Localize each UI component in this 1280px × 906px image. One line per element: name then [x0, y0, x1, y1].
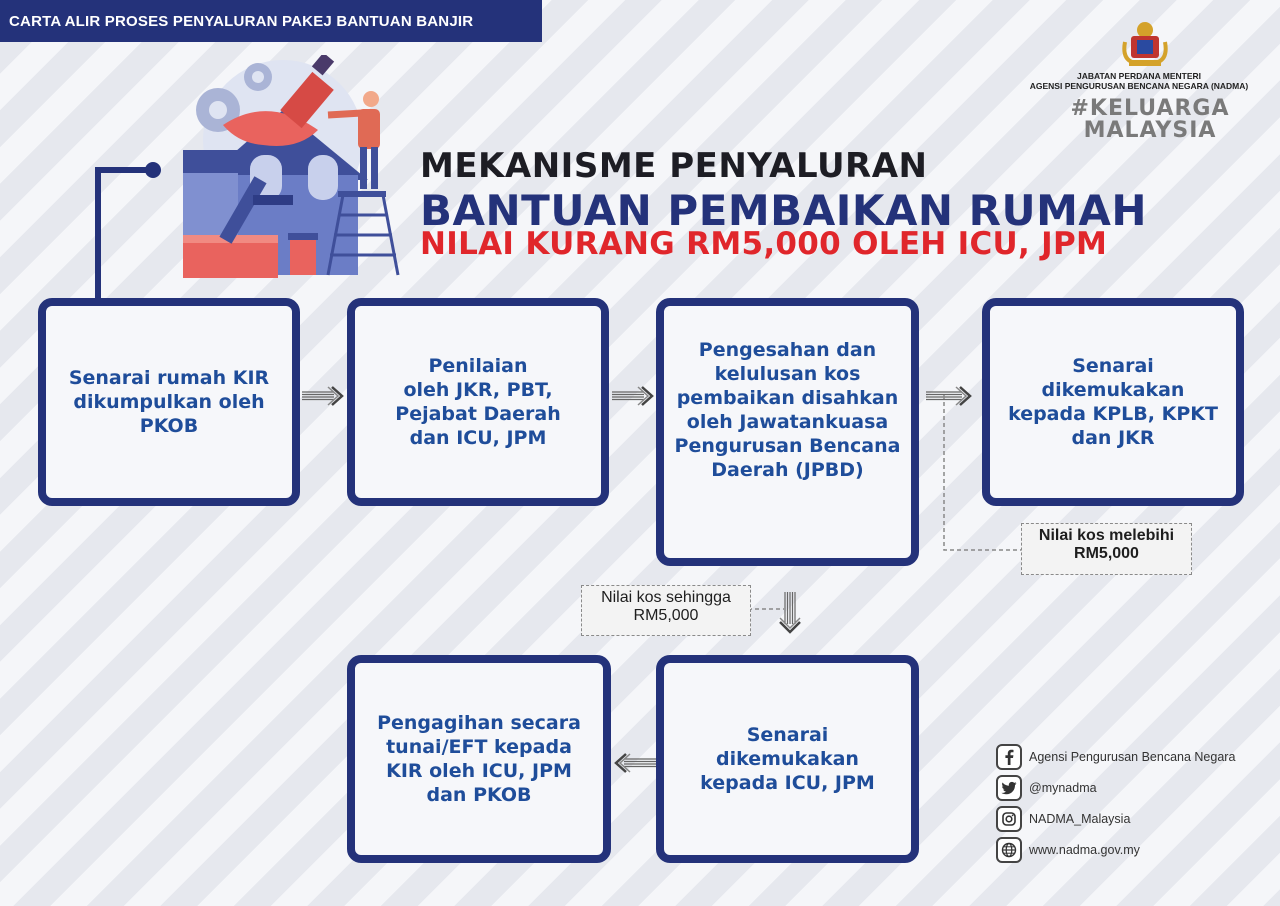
hashtag-line-2: MALAYSIA	[1083, 118, 1217, 143]
note-upto-line-1: Nilai kos sehingga	[601, 589, 731, 606]
dashed-branch-line	[940, 395, 1030, 555]
step-2-text: Penilaian oleh JKR, PBT, Pejabat Daerah dan ICU, JPM	[395, 355, 561, 449]
social-facebook[interactable]	[996, 743, 1266, 771]
title-line-3: NILAI KURANG RM5,000 OLEH ICU, JPM	[420, 226, 1108, 262]
note-cost-upto	[581, 585, 751, 636]
instagram-text: NADMA_Malaysia	[1029, 812, 1131, 826]
dashed-upto-line	[748, 604, 788, 614]
step-3-box	[656, 298, 919, 566]
step-3-text: Pengesahan dan kelulusan kos pembaikan disahkan oleh Jawatankuasa Pengurusan Bencana Daerah (JPBD)	[674, 339, 901, 481]
facebook-text: Agensi Pengurusan Bencana Negara	[1029, 750, 1236, 764]
agency-name	[1028, 71, 1250, 91]
hashtag-keluarga-malaysia	[1060, 98, 1240, 142]
note-upto-line-2: RM5,000	[633, 607, 699, 624]
globe-icon	[996, 837, 1022, 863]
step-2-box	[347, 298, 609, 506]
twitter-text: @mynadma	[1029, 781, 1097, 795]
title-line-1: MEKANISME PENYALURAN	[420, 146, 928, 186]
step-6-box	[347, 655, 611, 863]
hashtag-line-1: #KELUARGA	[1070, 96, 1230, 121]
title-line-2: BANTUAN PEMBAIKAN RUMAH	[420, 186, 1148, 235]
step-1-text: Senarai rumah KIR dikumpulkan oleh PKOB	[68, 367, 270, 437]
facebook-icon	[996, 744, 1022, 770]
coat-of-arms-logo	[1122, 20, 1168, 68]
arrow-step5-to-step6	[612, 752, 656, 774]
connector-line	[88, 158, 168, 308]
note-above-line-1: Nilai kos melebihi	[1038, 527, 1175, 544]
note-cost-above	[1021, 523, 1192, 575]
social-twitter[interactable]	[996, 774, 1266, 802]
twitter-icon	[996, 775, 1022, 801]
arrow-step1-to-step2	[302, 385, 346, 407]
website-text: www.nadma.gov.my	[1029, 843, 1140, 857]
social-instagram[interactable]	[996, 805, 1266, 833]
note-above-line-2: RM5,000	[1074, 545, 1139, 562]
house-repair-illustration	[178, 55, 418, 280]
banner-title: CARTA ALIR PROSES PENYALURAN PAKEJ BANTUAN BANJIR	[9, 12, 474, 30]
arrow-step2-to-step3	[612, 385, 656, 407]
step-6-text: Pengagihan secara tunai/EFT kepada KIR oleh ICU, JPM dan PKOB	[377, 712, 581, 806]
header-banner	[0, 0, 542, 42]
step-4-text: Senarai dikemukakan kepada KPLB, KPKT dan JKR	[1008, 355, 1218, 449]
social-website[interactable]	[996, 836, 1266, 864]
instagram-icon	[996, 806, 1022, 832]
arrow-step3-down	[777, 592, 803, 638]
agency-line-1: JABATAN PERDANA MENTERI	[1076, 71, 1202, 81]
agency-line-2: AGENSI PENGURUSAN BENCANA NEGARA (NADMA)	[1029, 81, 1249, 91]
step-5-text: Senarai dikemukakan kepada ICU, JPM	[700, 724, 875, 794]
step-1-box	[38, 298, 300, 506]
step-5-box	[656, 655, 919, 863]
